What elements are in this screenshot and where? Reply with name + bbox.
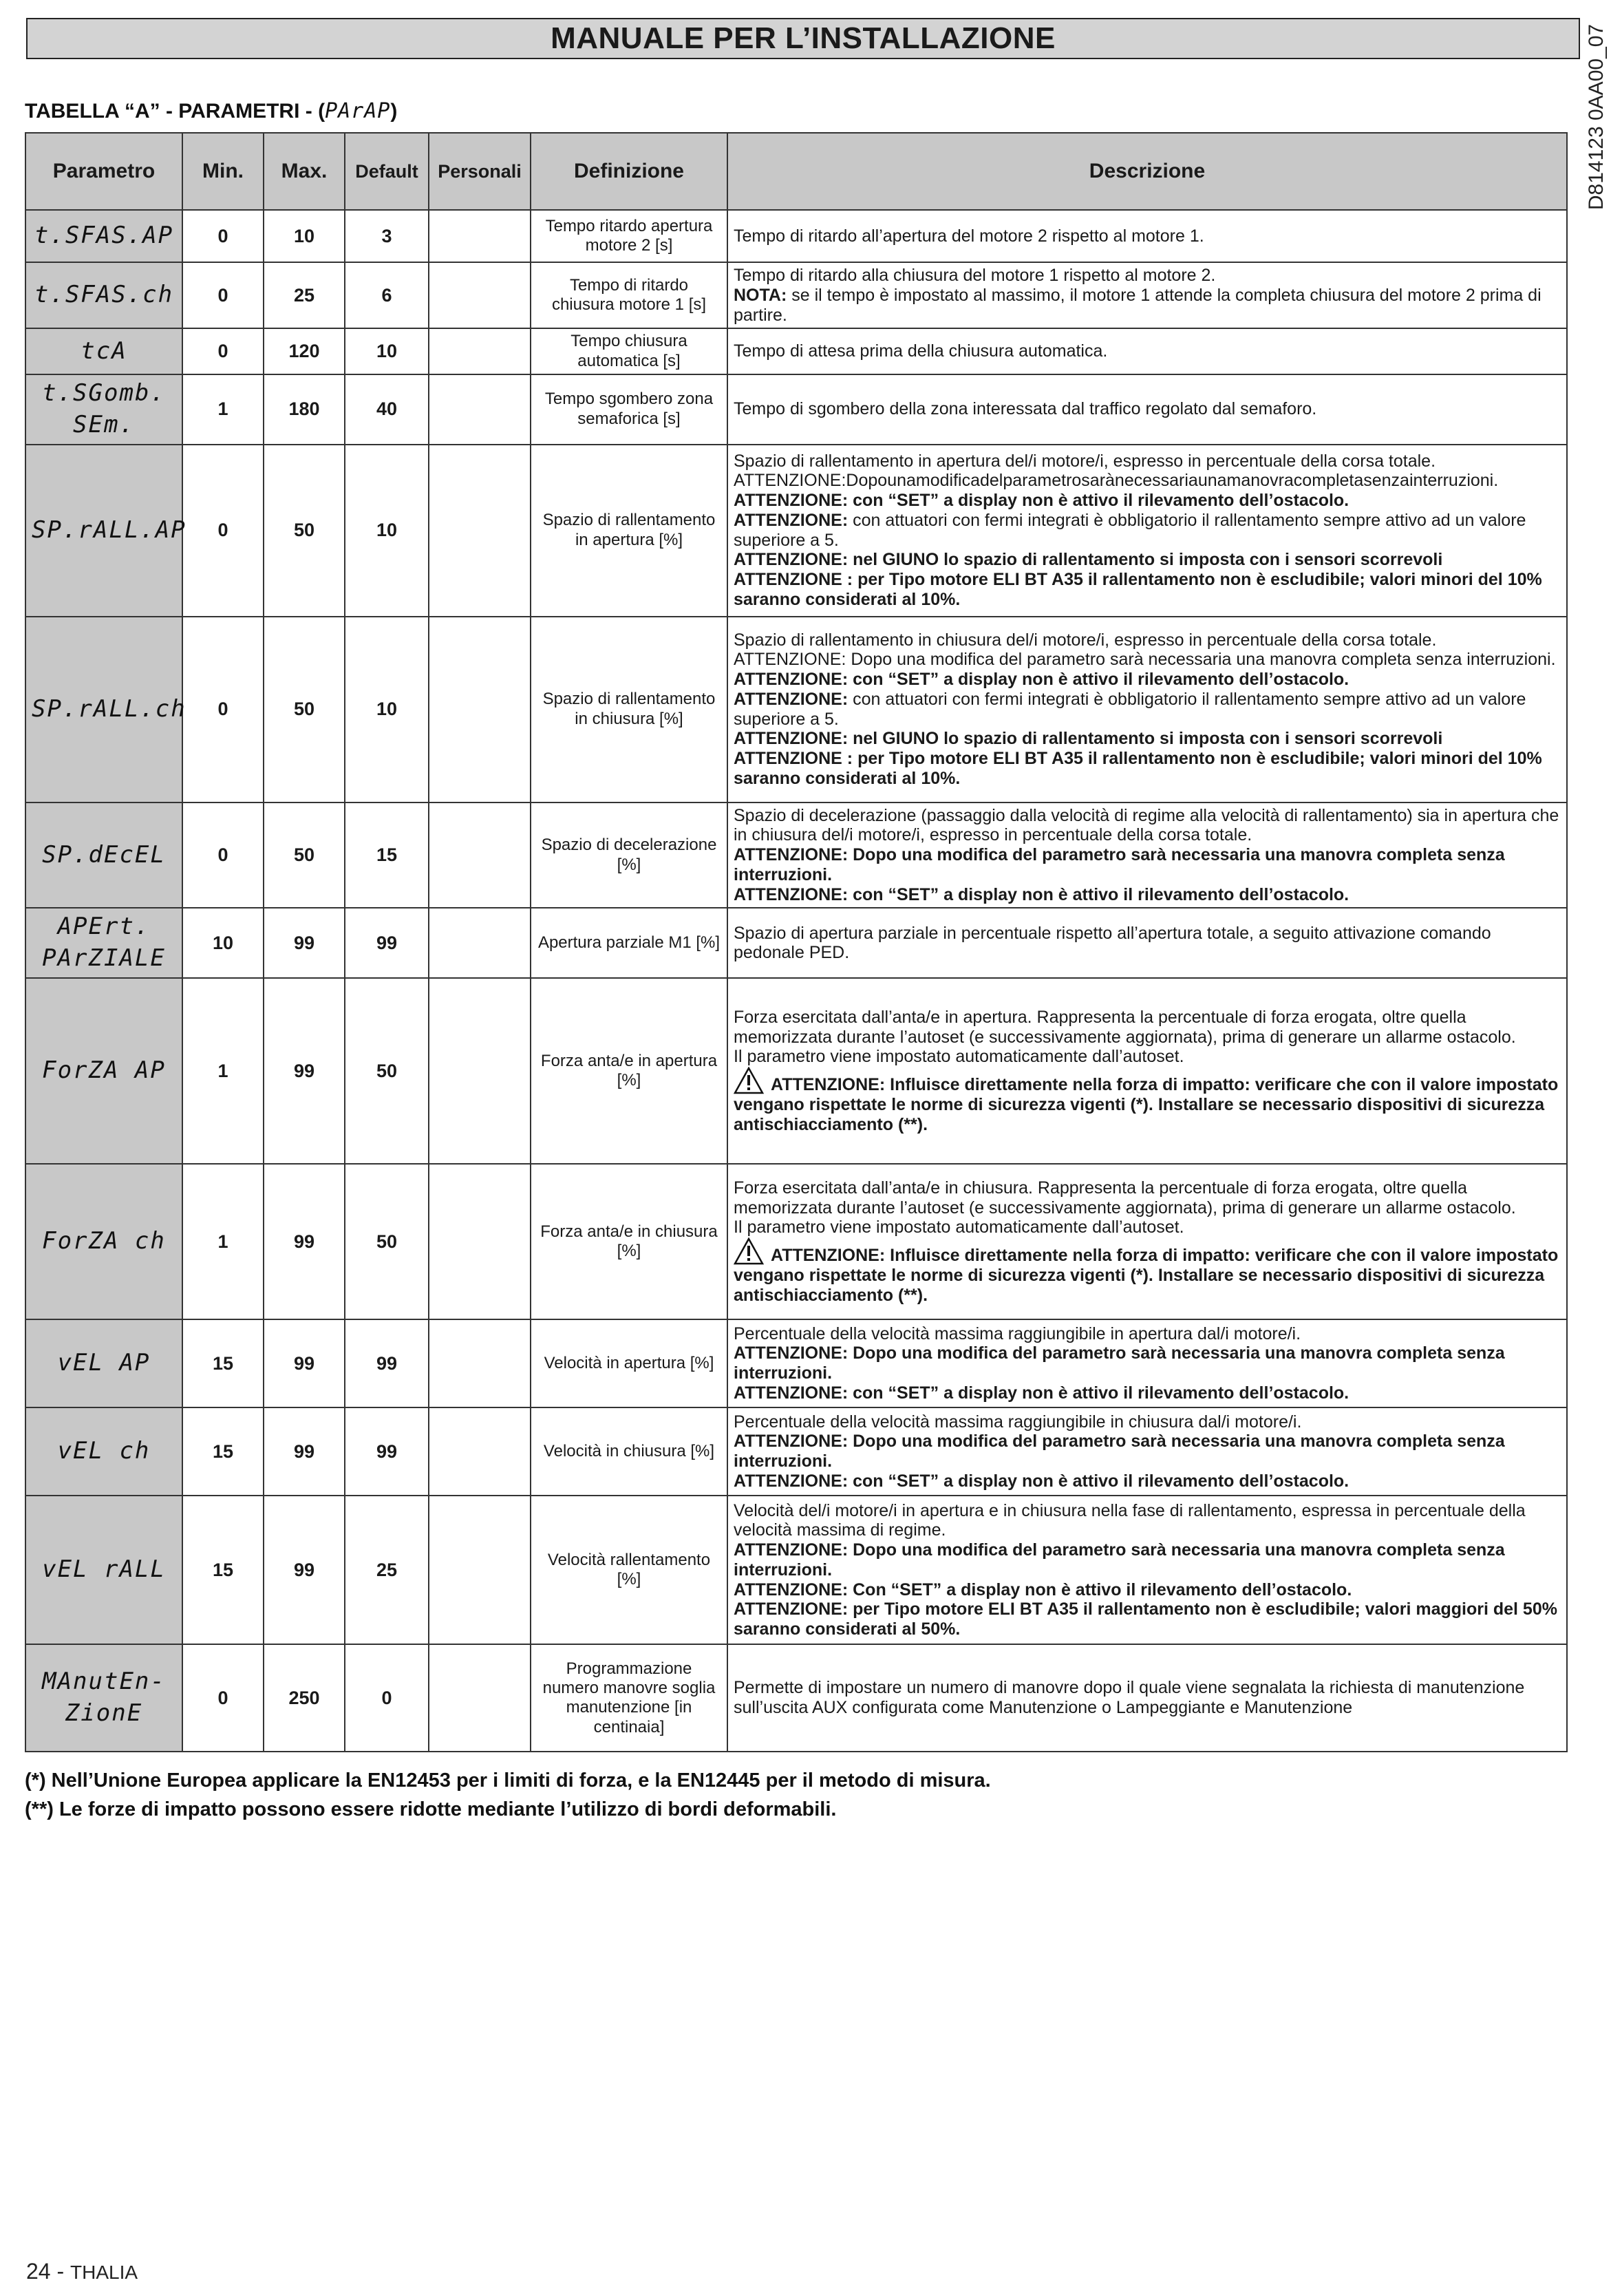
- param-personal: [429, 1644, 531, 1752]
- description-paragraph: [734, 341, 1561, 361]
- description-paragraph: [734, 1383, 1561, 1403]
- param-code: ForZA ch: [25, 1164, 182, 1319]
- description-paragraph: [734, 570, 1561, 610]
- description-bold-text: ATTENZIONE:: [734, 689, 849, 709]
- param-default: 25: [345, 1496, 429, 1644]
- description-bold-text: ATTENZIONE: con “SET” a display non è attivo il rilevamento dell’ostacolo.: [734, 491, 1349, 511]
- param-description: [727, 210, 1567, 262]
- description-paragraph: [734, 1008, 1561, 1048]
- table-title-prefix: TABELLA “A” - PARAMETRI - (: [25, 100, 326, 123]
- param-min: 0: [182, 1644, 264, 1752]
- param-description: [727, 262, 1567, 328]
- param-min: 0: [182, 328, 264, 374]
- description-text: Percentuale della velocità massima raggiungibile in chiusura dal/i motore/i.: [734, 1412, 1302, 1432]
- description-bold-text: ATTENZIONE : per Tipo motore ELI BT A35 il rallentamento non è escludibile; valori minori del 10% saranno considerati al 10%.: [734, 570, 1542, 609]
- param-definition: Spazio di decelerazione [%]: [531, 802, 727, 908]
- description-text: ATTENZIONE: Dopo una modifica del parametro sarà necessaria una manovra completa senza interruzioni.: [734, 650, 1556, 670]
- param-default: 10: [345, 445, 429, 617]
- param-code: tcA: [25, 328, 182, 374]
- param-default: 40: [345, 374, 429, 445]
- description-text: Il parametro viene impostato automaticamente dall’autoset.: [734, 1218, 1184, 1237]
- param-code: vEL AP: [25, 1319, 182, 1407]
- description-bold-text: ATTENZIONE:: [734, 510, 849, 530]
- description-paragraph: [734, 1501, 1561, 1541]
- description-bold-text: ATTENZIONE: Dopo una modifica del parametro sarà necessaria una manovra completa senza interruzioni.: [734, 1540, 1505, 1580]
- param-max: 99: [264, 978, 345, 1164]
- description-text: Velocità del/i motore/i in apertura e in chiusura nella fase di rallentamento, espressa in percentuale della velocità massima di regime.: [734, 1500, 1526, 1540]
- col-header-descrizione: Descrizione: [727, 133, 1567, 210]
- description-paragraph: [734, 1678, 1561, 1718]
- param-max: 99: [264, 1496, 345, 1644]
- param-max: 10: [264, 210, 345, 262]
- description-bold-text: ATTENZIONE: Dopo una modifica del parametro sarà necessaria una manovra completa senza interruzioni.: [734, 1343, 1505, 1383]
- description-paragraph: [734, 845, 1561, 885]
- param-personal: [429, 1319, 531, 1407]
- description-text: Tempo di ritardo alla chiusura del motore 1 rispetto al motore 2.: [734, 266, 1216, 285]
- param-max: 25: [264, 262, 345, 328]
- param-min: 0: [182, 802, 264, 908]
- param-default: 10: [345, 617, 429, 802]
- product-name: THALIA: [70, 2262, 138, 2283]
- description-paragraph: [734, 1178, 1561, 1218]
- warning-icon: [734, 1237, 764, 1265]
- table-row: [25, 617, 1567, 802]
- param-max: 50: [264, 445, 345, 617]
- description-text: Tempo di sgombero della zona interessata dal traffico regolato dal semaforo.: [734, 399, 1317, 419]
- description-paragraph: [734, 924, 1561, 964]
- description-bold-text: ATTENZIONE: Dopo una modifica del parametro sarà necessaria una manovra completa senza interruzioni.: [734, 1432, 1505, 1471]
- description-paragraph: [734, 1599, 1561, 1639]
- param-max: 99: [264, 908, 345, 978]
- param-description: [727, 978, 1567, 1164]
- param-min: 0: [182, 262, 264, 328]
- param-personal: [429, 978, 531, 1164]
- param-default: 3: [345, 210, 429, 262]
- description-paragraph: [734, 550, 1561, 570]
- description-paragraph: [734, 1324, 1561, 1344]
- param-code: APErt. PArZIALE: [25, 908, 182, 978]
- param-default: 6: [345, 262, 429, 328]
- description-paragraph: [734, 1067, 1561, 1134]
- table-row: [25, 1407, 1567, 1496]
- table-row: [25, 978, 1567, 1164]
- description-paragraph: [734, 1471, 1561, 1491]
- description-paragraph: [734, 226, 1561, 246]
- param-code: t.SGomb. SEm.: [25, 374, 182, 445]
- param-code: t.SFAS.AP: [25, 210, 182, 262]
- col-header-max: Max.: [264, 133, 345, 210]
- description-text: Tempo di attesa prima della chiusura automatica.: [734, 341, 1108, 361]
- param-definition: Programmazione numero manovre soglia manutenzione [in centinaia]: [531, 1644, 727, 1752]
- doc-code-text: D814123 0AA00_07: [1585, 23, 1608, 211]
- table-row: [25, 262, 1567, 328]
- param-description: [727, 1319, 1567, 1407]
- param-default: 50: [345, 978, 429, 1164]
- param-description: [727, 445, 1567, 617]
- param-description: [727, 1164, 1567, 1319]
- param-min: 0: [182, 617, 264, 802]
- description-paragraph: [734, 286, 1561, 326]
- description-bold-text: ATTENZIONE: con “SET” a display non è attivo il rilevamento dell’ostacolo.: [734, 1383, 1349, 1403]
- param-min: 15: [182, 1407, 264, 1496]
- param-description: [727, 617, 1567, 802]
- param-max: 250: [264, 1644, 345, 1752]
- description-text: ATTENZIONE:Dopounamodificadelparametrosarànecessariaunamanovracompletasenzainterruzioni.: [734, 471, 1499, 491]
- description-paragraph: [734, 399, 1561, 419]
- description-paragraph: [734, 650, 1561, 670]
- param-code: vEL ch: [25, 1407, 182, 1496]
- page-footer: [26, 2259, 138, 2284]
- param-max: 120: [264, 328, 345, 374]
- param-default: 0: [345, 1644, 429, 1752]
- description-text: se il tempo è impostato al massimo, il motore 1 attende la completa chiusura del motore 2 prima di partire.: [734, 285, 1541, 325]
- description-text: Spazio di apertura parziale in percentuale rispetto all’apertura totale, a seguito attivazione comando pedonale PED.: [734, 923, 1491, 963]
- param-description: [727, 908, 1567, 978]
- description-bold-text: ATTENZIONE: con “SET” a display non è attivo il rilevamento dell’ostacolo.: [734, 884, 1349, 904]
- param-description: [727, 802, 1567, 908]
- description-paragraph: [734, 1343, 1561, 1383]
- param-description: [727, 328, 1567, 374]
- description-paragraph: [734, 511, 1561, 551]
- param-min: 1: [182, 374, 264, 445]
- param-max: 50: [264, 802, 345, 908]
- description-text: Tempo di ritardo all’apertura del motore 2 rispetto al motore 1.: [734, 226, 1204, 246]
- param-min: 15: [182, 1496, 264, 1644]
- param-code: t.SFAS.ch: [25, 262, 182, 328]
- param-default: 50: [345, 1164, 429, 1319]
- description-paragraph: [734, 749, 1561, 789]
- description-text: con attuatori con fermi integrati è obbligatorio il rallentamento sempre attivo ad un valore superiore a 5.: [734, 510, 1526, 550]
- col-header-min: Min.: [182, 133, 264, 210]
- description-bold-text: ATTENZIONE: Influisce direttamente nella forza di impatto: verificare che con il valore impostato vengano rispettate le norme di sicurezza vigenti (*). Installare se necessario dispositivi di sicurezza antischiacciamento (**).: [734, 1075, 1559, 1134]
- param-personal: [429, 210, 531, 262]
- param-personal: [429, 328, 531, 374]
- param-personal: [429, 262, 531, 328]
- param-default: 15: [345, 802, 429, 908]
- param-description: [727, 1407, 1567, 1496]
- description-bold-text: ATTENZIONE: nel GIUNO lo spazio di rallentamento si imposta con i sensori scorrevoli: [734, 550, 1443, 570]
- param-min: 10: [182, 908, 264, 978]
- table-row: [25, 1496, 1567, 1644]
- param-code: ForZA AP: [25, 978, 182, 1164]
- param-min: 1: [182, 978, 264, 1164]
- col-header-definizione: Definizione: [531, 133, 727, 210]
- description-paragraph: [734, 491, 1561, 511]
- param-personal: [429, 1496, 531, 1644]
- param-min: 0: [182, 210, 264, 262]
- description-paragraph: [734, 1580, 1561, 1600]
- table-header-row: [25, 133, 1567, 210]
- description-bold-text: ATTENZIONE: Con “SET” a display non è attivo il rilevamento dell’ostacolo.: [734, 1580, 1352, 1599]
- description-text: Forza esercitata dall’anta/e in chiusura. Rappresenta la percentuale di forza erogata, oltre quella memorizzata durante l’autoset (e successivamente aggiornata), prima di generare un allarme ostacolo.: [734, 1178, 1516, 1218]
- description-bold-text: ATTENZIONE: con “SET” a display non è attivo il rilevamento dell’ostacolo.: [734, 670, 1349, 690]
- parameters-table: [25, 132, 1568, 1752]
- param-definition: Apertura parziale M1 [%]: [531, 908, 727, 978]
- param-min: 1: [182, 1164, 264, 1319]
- param-code: SP.rALL.AP: [25, 445, 182, 617]
- footnote-1: (*) Nell’Unione Europea applicare la EN12453 per i limiti di forza, e la EN12445 per il metodo di misura.: [25, 1769, 991, 1792]
- page-title: MANUALE PER L’INSTALLAZIONE: [551, 21, 1056, 55]
- param-max: 99: [264, 1319, 345, 1407]
- description-text: Spazio di rallentamento in apertura del/i motore/i, espresso in percentuale della corsa totale.: [734, 451, 1436, 471]
- table-title-code: PArAP: [325, 99, 391, 123]
- table-title-suffix: ): [390, 100, 398, 123]
- description-paragraph: [734, 1218, 1561, 1237]
- description-text: Permette di impostare un numero di manovre dopo il quale viene segnalata la richiesta di manutenzione sull’uscita AUX configurata come Manutenzione o Lampeggiante e Manutenzione: [734, 1678, 1525, 1718]
- table-title: [25, 99, 397, 123]
- description-bold-text: NOTA:: [734, 285, 787, 305]
- description-bold-text: ATTENZIONE: Influisce direttamente nella forza di impatto: verificare che con il valore impostato vengano rispettate le norme di sicurezza vigenti (*). Installare se necessario dispositivi di sicurezza antischiacciamento (**).: [734, 1246, 1559, 1305]
- param-personal: [429, 1407, 531, 1496]
- description-text: con attuatori con fermi integrati è obbligatorio il rallentamento sempre attivo ad un valore superiore a 5.: [734, 689, 1526, 729]
- param-default: 99: [345, 1319, 429, 1407]
- param-personal: [429, 908, 531, 978]
- description-bold-text: ATTENZIONE: Dopo una modifica del parametro sarà necessaria una manovra completa senza interruzioni.: [734, 845, 1505, 884]
- description-paragraph: [734, 729, 1561, 749]
- description-paragraph: [734, 266, 1561, 286]
- param-description: [727, 1496, 1567, 1644]
- description-paragraph: [734, 630, 1561, 650]
- page-number: 24: [26, 2259, 51, 2284]
- param-code: SP.dEcEL: [25, 802, 182, 908]
- param-personal: [429, 1164, 531, 1319]
- warning-icon: [734, 1067, 764, 1094]
- description-bold-text: ATTENZIONE: per Tipo motore ELI BT A35 il rallentamento non è escludibile; valori maggiori del 50% saranno considerati al 50%.: [734, 1599, 1557, 1639]
- param-definition: Tempo chiusura automatica [s]: [531, 328, 727, 374]
- table-row: [25, 328, 1567, 374]
- param-description: [727, 1644, 1567, 1752]
- description-paragraph: [734, 1237, 1561, 1305]
- param-code: vEL rALL: [25, 1496, 182, 1644]
- description-paragraph: [734, 690, 1561, 730]
- param-max: 99: [264, 1407, 345, 1496]
- param-min: 15: [182, 1319, 264, 1407]
- description-paragraph: [734, 670, 1561, 690]
- param-personal: [429, 445, 531, 617]
- table-row: [25, 802, 1567, 908]
- footer-separator: -: [56, 2259, 65, 2284]
- description-bold-text: ATTENZIONE: con “SET” a display non è attivo il rilevamento dell’ostacolo.: [734, 1471, 1349, 1491]
- description-paragraph: [734, 1432, 1561, 1471]
- param-personal: [429, 802, 531, 908]
- col-header-default: Default: [345, 133, 429, 210]
- description-text: Forza esercitata dall’anta/e in apertura. Rappresenta la percentuale di forza erogata, oltre quella memorizzata durante l’autoset (e successivamente aggiornata), prima di generare un allarme ostacolo.: [734, 1007, 1516, 1047]
- param-personal: [429, 374, 531, 445]
- param-default: 10: [345, 328, 429, 374]
- param-code: SP.rALL.ch: [25, 617, 182, 802]
- description-paragraph: [734, 1540, 1561, 1580]
- col-header-personali: Personali: [429, 133, 531, 210]
- description-paragraph: [734, 806, 1561, 846]
- table-row: [25, 1164, 1567, 1319]
- description-text: Percentuale della velocità massima raggiungibile in apertura dal/i motore/i.: [734, 1324, 1301, 1343]
- footnotes: [25, 1766, 991, 1824]
- param-definition: Forza anta/e in chiusura [%]: [531, 1164, 727, 1319]
- description-text: Spazio di rallentamento in chiusura del/i motore/i, espresso in percentuale della corsa totale.: [734, 630, 1437, 650]
- param-definition: Tempo sgombero zona semaforica [s]: [531, 374, 727, 445]
- description-text: Il parametro viene impostato automaticamente dall’autoset.: [734, 1047, 1184, 1067]
- param-definition: Velocità in chiusura [%]: [531, 1407, 727, 1496]
- description-paragraph: [734, 1412, 1561, 1432]
- param-code: MAnutEn- ZionE: [25, 1644, 182, 1752]
- param-definition: Spazio di rallentamento in apertura [%]: [531, 445, 727, 617]
- table-row: [25, 445, 1567, 617]
- param-max: 50: [264, 617, 345, 802]
- table-row: [25, 374, 1567, 445]
- param-definition: Spazio di rallentamento in chiusura [%]: [531, 617, 727, 802]
- description-bold-text: ATTENZIONE : per Tipo motore ELI BT A35 il rallentamento non è escludibile; valori minori del 10% saranno considerati al 10%.: [734, 749, 1542, 788]
- page-header: [26, 18, 1580, 59]
- description-paragraph: [734, 1047, 1561, 1067]
- param-max: 99: [264, 1164, 345, 1319]
- description-paragraph: [734, 451, 1561, 471]
- col-header-parametro: Parametro: [25, 133, 182, 210]
- param-description: [727, 374, 1567, 445]
- table-row: [25, 1644, 1567, 1752]
- param-min: 0: [182, 445, 264, 617]
- description-text: Spazio di decelerazione (passaggio dalla velocità di regime alla velocità di rallentamento) sia in apertura che in chiusura del/i motore/i, espresso in percentuale della corsa totale.: [734, 805, 1559, 845]
- description-paragraph: [734, 471, 1561, 491]
- table-row: [25, 908, 1567, 978]
- footnote-2: (**) Le forze di impatto possono essere ridotte mediante l’utilizzo di bordi deformabili.: [25, 1798, 837, 1821]
- description-bold-text: ATTENZIONE: nel GIUNO lo spazio di rallentamento si imposta con i sensori scorrevoli: [734, 729, 1443, 749]
- param-definition: Tempo di ritardo chiusura motore 1 [s]: [531, 262, 727, 328]
- param-default: 99: [345, 908, 429, 978]
- doc-code: [1583, 21, 1610, 213]
- description-paragraph: [734, 885, 1561, 905]
- param-personal: [429, 617, 531, 802]
- table-row: [25, 1319, 1567, 1407]
- param-definition: Forza anta/e in apertura [%]: [531, 978, 727, 1164]
- param-definition: Tempo ritardo apertura motore 2 [s]: [531, 210, 727, 262]
- param-max: 180: [264, 374, 345, 445]
- param-definition: Velocità rallentamento [%]: [531, 1496, 727, 1644]
- param-definition: Velocità in apertura [%]: [531, 1319, 727, 1407]
- table-row: [25, 210, 1567, 262]
- param-default: 99: [345, 1407, 429, 1496]
